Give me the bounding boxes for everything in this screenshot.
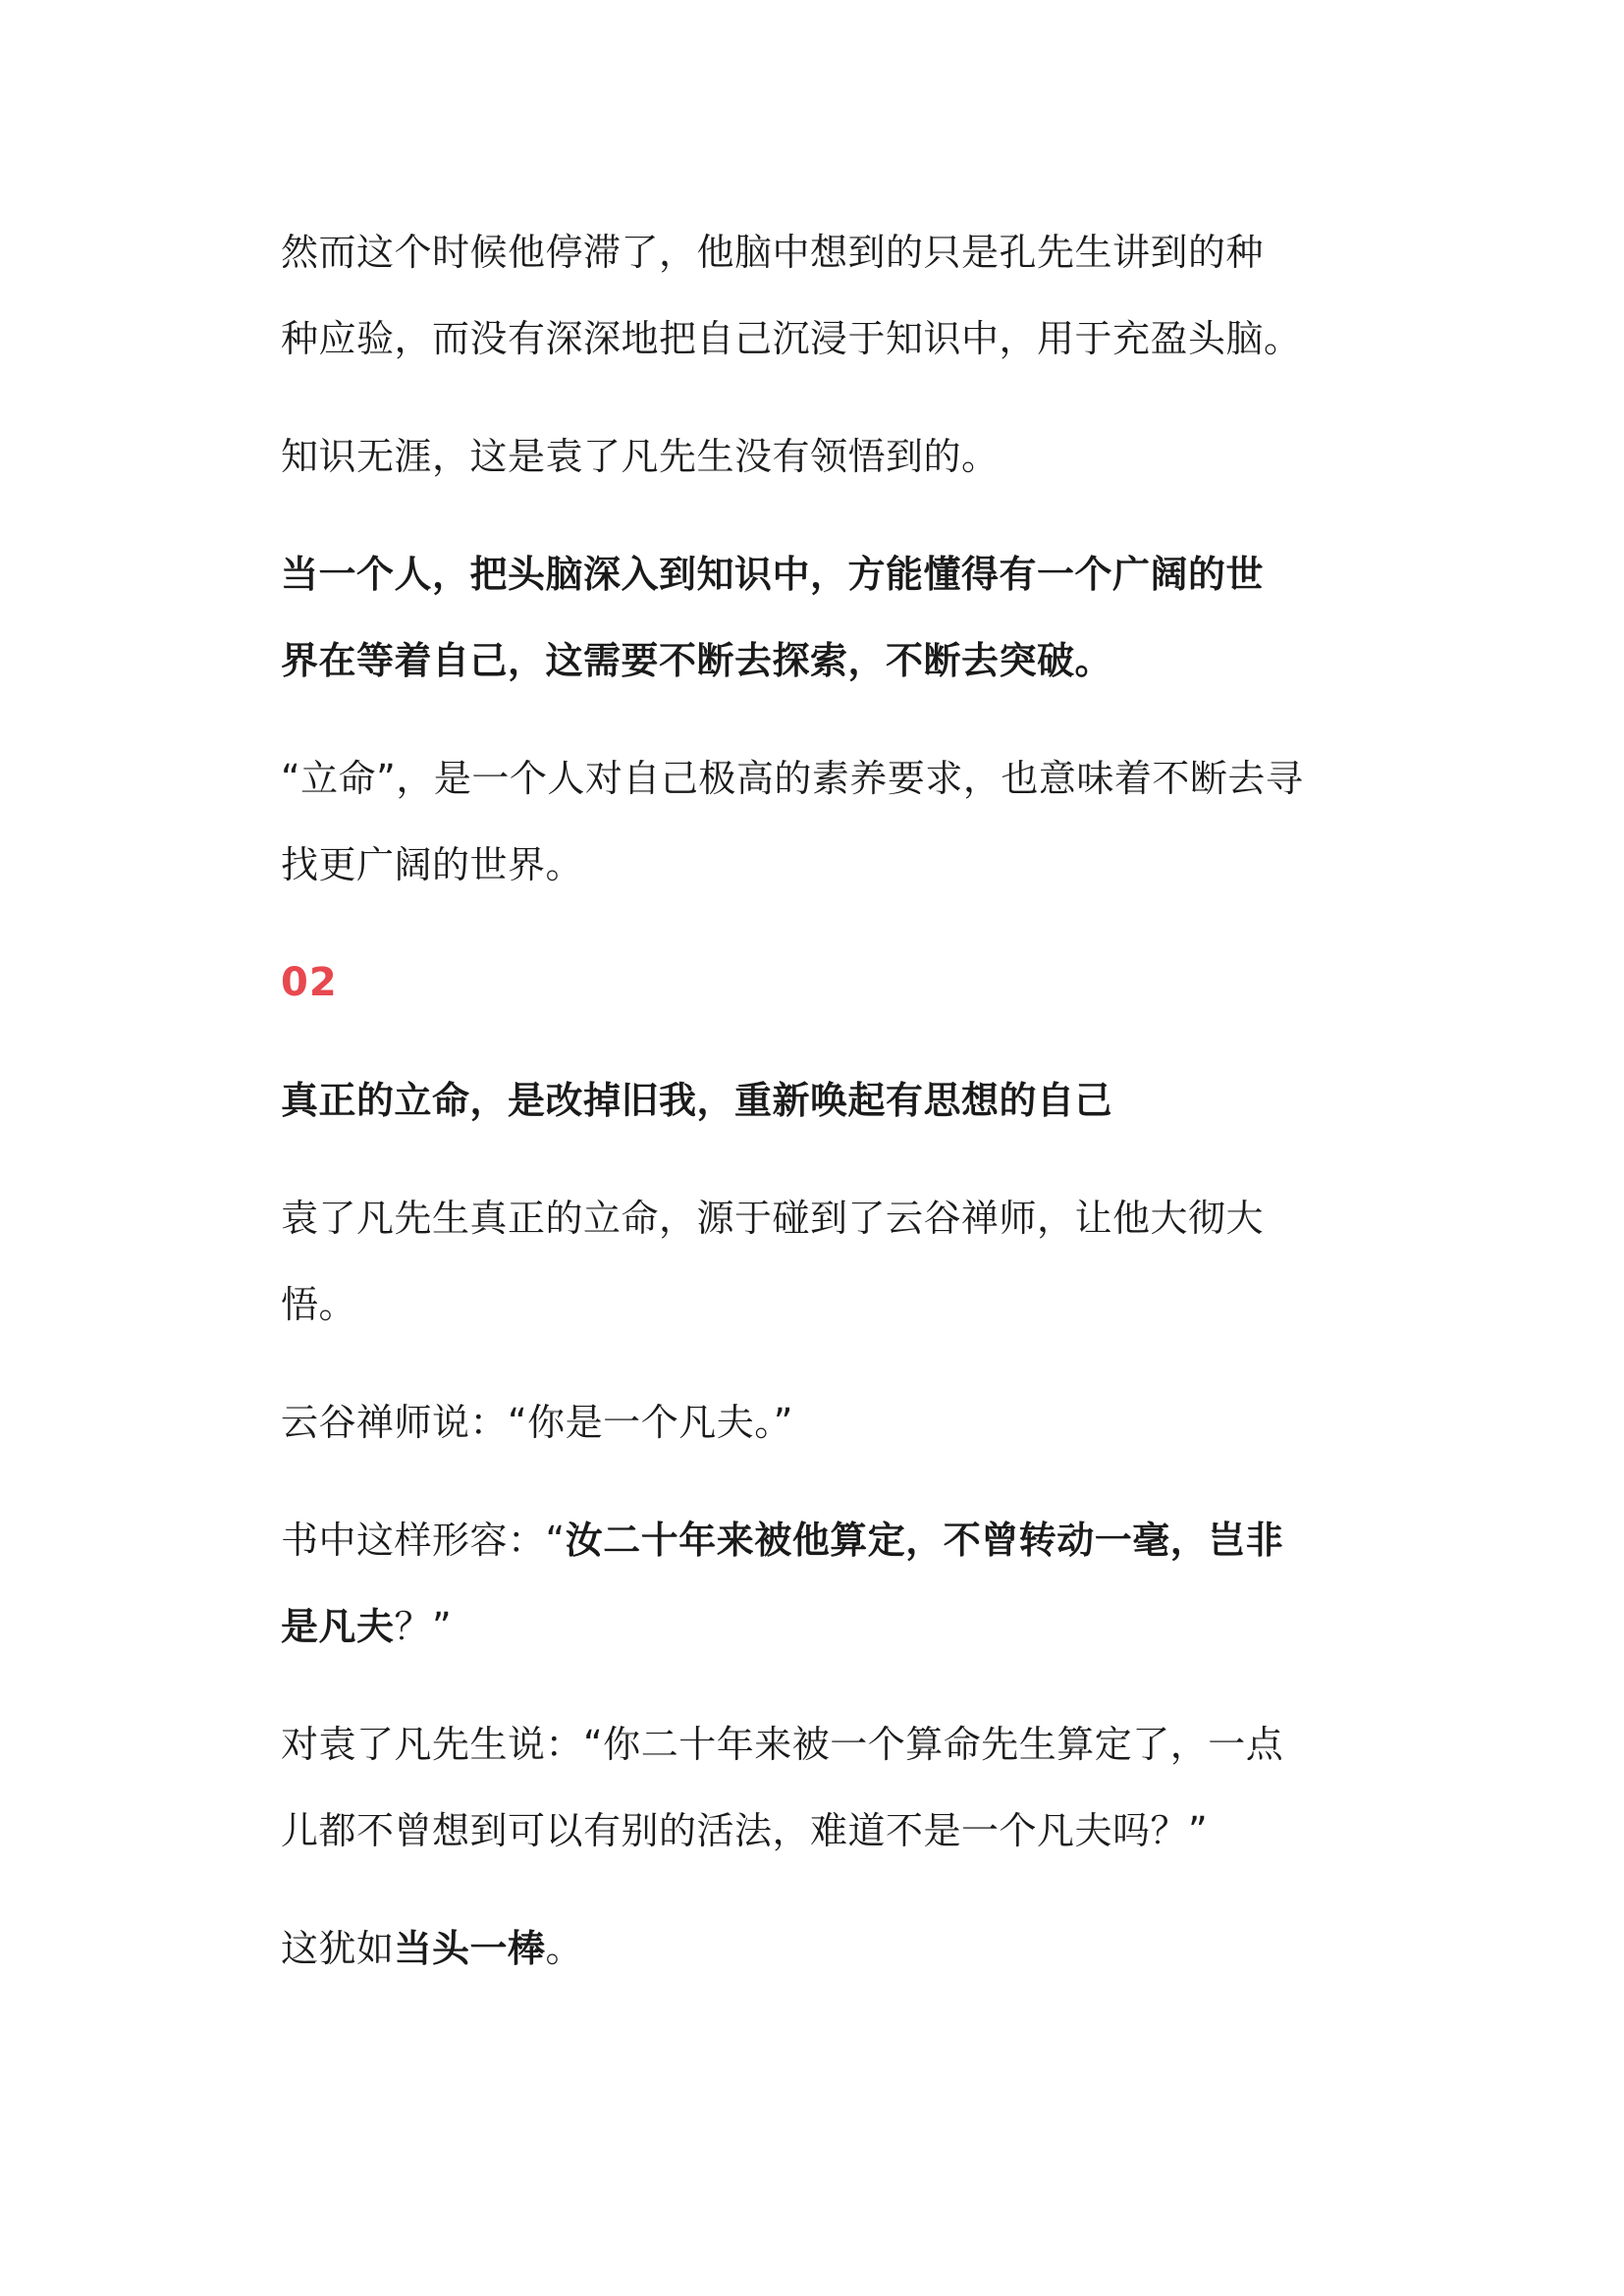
text-line: 悟。 — [281, 1283, 357, 1326]
text-line — [281, 1905, 1361, 1992]
quote-intro: 书中这样形容：“ — [281, 1519, 566, 1562]
text-line — [281, 1497, 1361, 1583]
quote-bold-text: 汝二十年来被他算定，不曾转动一毫，岂非 — [565, 1519, 1284, 1562]
plain-text: 。 — [545, 1927, 584, 1970]
text-line: 界在等着自己，这需要不断去探索，不断去突破。 — [281, 639, 1113, 682]
paragraph — [281, 1175, 1361, 1348]
text-line: 然而这个时候他停滞了，他脑中想到的只是孔先生讲到的种 — [281, 231, 1265, 274]
text-line — [281, 1583, 1361, 1670]
text-line: 当一个人，把头脑深入到知识中，方能懂得有一个广阔的世 — [281, 553, 1265, 596]
article-body — [281, 209, 1361, 2023]
heading-text: 真正的立命，是改掉旧我，重新唤起有思想的自己 — [281, 1079, 1113, 1122]
text-line: 云谷禅师说：“你是一个凡夫。” — [281, 1401, 793, 1444]
paragraph — [281, 1379, 1361, 1466]
quote-bold-text: 是凡夫 — [281, 1605, 395, 1648]
paragraph — [281, 413, 1361, 500]
paragraph — [281, 1905, 1361, 1992]
text-line: “立命”，是一个人对自己极高的素养要求，也意味着不断去寻 — [281, 757, 1304, 800]
text-line: 种应验，而没有深深地把自己沉浸于知识中，用于充盈头脑。 — [281, 317, 1302, 360]
bold-paragraph — [281, 531, 1361, 704]
paragraph — [281, 209, 1361, 382]
quote-paragraph — [281, 1497, 1361, 1670]
quote-end: ？” — [394, 1605, 453, 1648]
text-line: 对袁了凡先生说：“你二十年来被一个算命先生算定了，一点 — [281, 1723, 1284, 1766]
text-line: 袁了凡先生真正的立命，源于碰到了云谷禅师，让他大彻大 — [281, 1197, 1265, 1240]
section-heading — [281, 1057, 1361, 1144]
section-number: 02 — [281, 960, 338, 1005]
section-number-paragraph — [281, 939, 1361, 1026]
plain-text: 这犹如 — [281, 1927, 395, 1970]
text-line: 找更广阔的世界。 — [281, 843, 584, 886]
paragraph — [281, 735, 1361, 908]
text-line: 知识无涯，这是袁了凡先生没有领悟到的。 — [281, 435, 1000, 478]
bold-text: 当头一棒 — [394, 1927, 546, 1970]
text-line: 儿都不曾想到可以有别的活法，难道不是一个凡夫吗？” — [281, 1809, 1209, 1852]
paragraph — [281, 1701, 1361, 1874]
